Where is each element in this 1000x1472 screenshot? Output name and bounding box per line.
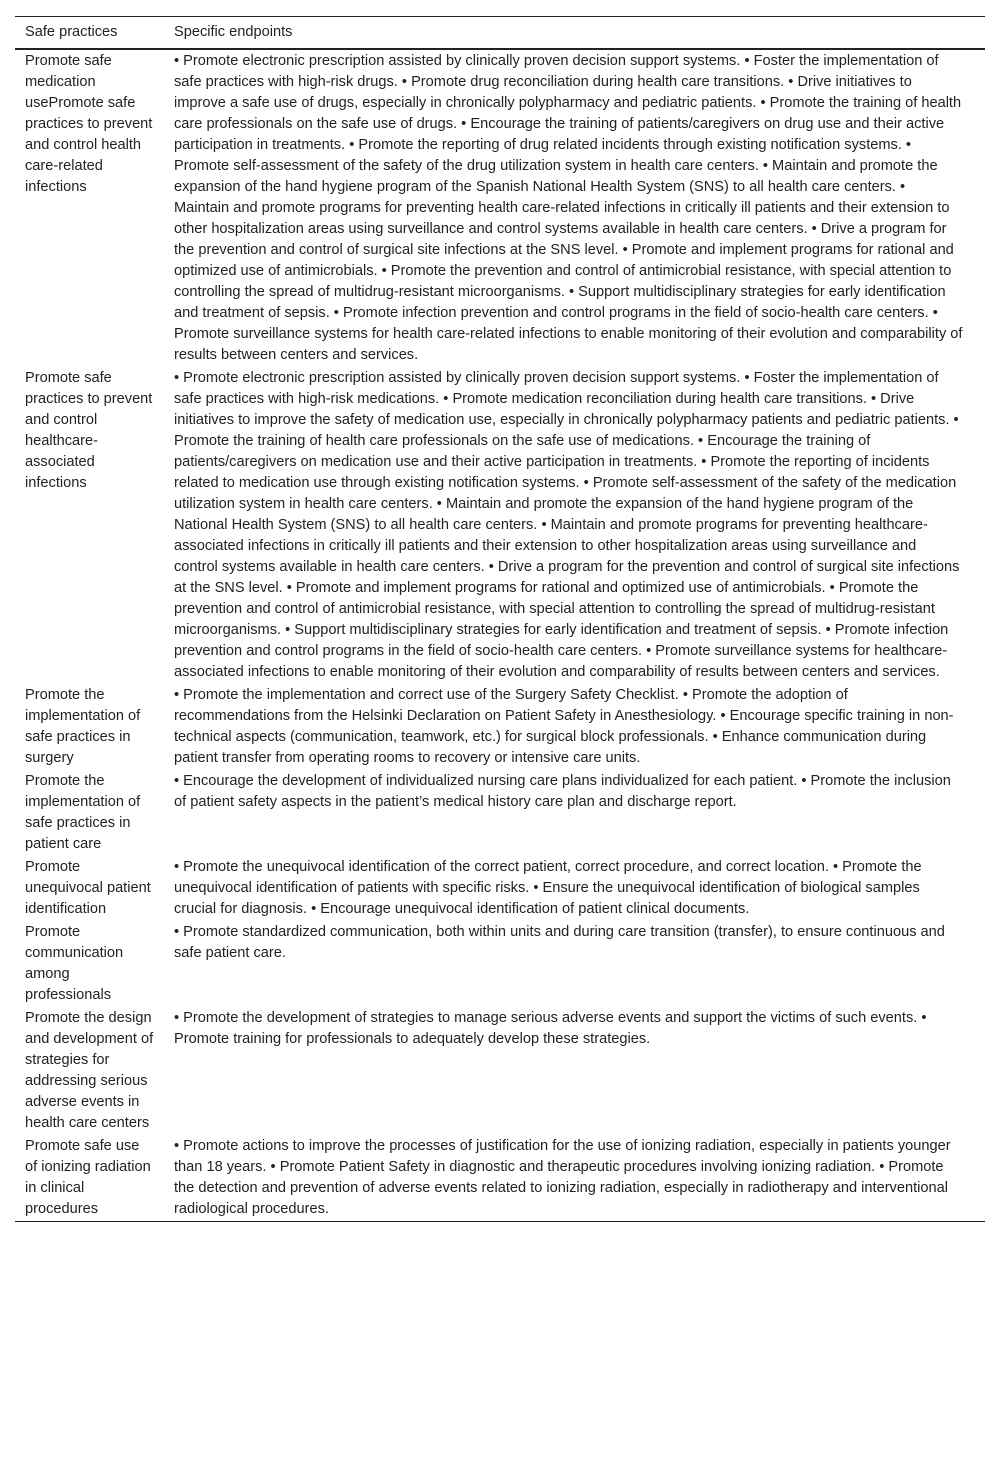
table-row bbox=[15, 856, 985, 921]
specific-endpoints-cell: • Promote electronic prescription assisted by clinically proven decision support systems. • Foster the implementation of safe practices with high-risk drugs. • Promote drug reconciliation during health care transitions. • Drive initiatives to improve a safe use of drugs, especially in chronically polypharmacy and pediatric patients. • Promote the training of health care professionals on the safe use of drugs. • Encourage the training of patients/caregivers on drug use and their active participation in treatments. • Promote the reporting of drug related incidents through existing notification systems. • Promote self-assessment of the safety of the drug utilization system in health care centers. • Maintain and promote the expansion of the hand hygiene program of the Spanish National Health System (SNS) to all health care centers. • Maintain and promote programs for preventing health care-related infections in critically ill patients and their extension to other hospitalization areas using surveillance and control systems available in health care centers. • Drive a program for the prevention and control of surgical site infections at the SNS level. • Promote and implement programs for rational and optimized use of antimicrobials. • Promote the prevention and control of antimicrobial resistance, with special attention to controlling the spread of multidrug-resistant microorganisms. • Support multidisciplinary strategies for early identification and treatment of sepsis. • Promote infection prevention and control programs in the field of socio-health care centers. • Promote surveillance systems for health care-related infections to enable monitoring of their evolution and comparability of results between centers and services. bbox=[174, 53, 963, 363]
safe-practice-cell: Promote the design and development of strategies for addressing serious adverse events in health care centers bbox=[25, 1010, 154, 1131]
table-row bbox=[15, 1135, 985, 1222]
table-row bbox=[15, 684, 985, 770]
safe-practices-table bbox=[15, 16, 985, 1222]
table-header bbox=[15, 17, 985, 50]
safe-practice-cell: Promote safe use of ionizing radiation in clinical procedures bbox=[25, 1138, 151, 1217]
specific-endpoints-cell: • Encourage the development of individualized nursing care plans individualized for each patient. • Promote the inclusion of patient safety aspects in the patient’s medical history care plan and discharge report. bbox=[174, 773, 951, 810]
table-row bbox=[15, 367, 985, 684]
specific-endpoints-cell: • Promote electronic prescription assisted by clinically proven decision support systems. • Foster the implementation of safe practices with high-risk medications. • Promote medication reconciliation during health care transitions. • Drive initiatives to improve the safety of medication use, especially in chronically polypharmacy patients and pediatric patients. • Promote the training of health care professionals on the safe use of medications. • Encourage the training of patients/caregivers on medication use and their active participation in treatments. • Promote the reporting of incidents related to medication use through existing notification systems. • Promote self-assessment of the safety of the medication utilization system in health care centers. • Maintain and promote the expansion of the hand hygiene program of the National Health System (SNS) to all health care centers. • Maintain and promote programs for preventing healthcare-associated infections in critically ill patients and their extension to other hospitalization areas using surveillance and control systems available in health care centers. • Drive a program for the prevention and control of surgical site infections at the SNS level. • Promote and implement programs for rational and optimized use of antimicrobials. • Promote the prevention and control of antimicrobial resistance, with special attention to controlling the spread of multidrug-resistant microorganisms. • Support multidisciplinary strategies for early identification and treatment of sepsis. • Promote infection prevention and control programs in the field of socio-health care centers. • Promote surveillance systems for healthcare-associated infections to enable monitoring of their evolution and comparability of results between centers and services. bbox=[174, 370, 960, 680]
table-row bbox=[15, 921, 985, 1007]
safe-practice-cell: Promote the implementation of safe practices in surgery bbox=[25, 687, 141, 766]
safe-practice-cell: Promote safe practices to prevent and control healthcare-associated infections bbox=[25, 370, 153, 491]
specific-endpoints-cell: • Promote standardized communication, both within units and during care transition (transfer), to ensure continuous and safe patient care. bbox=[174, 924, 945, 961]
safe-practice-cell: Promote the implementation of safe practices in patient care bbox=[25, 773, 141, 852]
table-body bbox=[15, 49, 985, 1222]
table-row bbox=[15, 49, 985, 367]
safe-practice-cell: Promote safe medication usePromote safe practices to prevent and control health care-related infections bbox=[25, 53, 153, 195]
specific-endpoints-cell: • Promote the implementation and correct use of the Surgery Safety Checklist. • Promote the adoption of recommendations from the Helsinki Declaration on Patient Safety in Anesthesiology. • Encourage specific training in non-technical aspects (communication, teamwork, etc.) for surgical block professionals. • Enhance communication during patient transfer from operating rooms to recovery or intensive care units. bbox=[174, 687, 954, 766]
specific-endpoints-cell: • Promote actions to improve the processes of justification for the use of ionizing radiation, especially in patients younger than 18 years. • Promote Patient Safety in diagnostic and therapeutic procedures involving ionizing radiation. • Promote the detection and prevention of adverse events related to ionizing radiation, especially in radiotherapy and interventional radiological procedures. bbox=[174, 1138, 951, 1217]
safe-practice-cell: Promote unequivocal patient identification bbox=[25, 859, 151, 917]
header-specific-endpoints: Specific endpoints bbox=[174, 24, 293, 40]
specific-endpoints-cell: • Promote the development of strategies to manage serious adverse events and support the victims of such events. • Promote training for professionals to adequately develop these strategies. bbox=[174, 1010, 927, 1047]
safe-practice-cell: Promote communication among professionals bbox=[25, 924, 124, 1003]
table-row bbox=[15, 770, 985, 856]
header-safe-practices: Safe practices bbox=[25, 24, 118, 40]
table-row bbox=[15, 1007, 985, 1135]
specific-endpoints-cell: • Promote the unequivocal identification of the correct patient, correct procedure, and correct location. • Promote the unequivocal identification of patients with specific risks. • Ensure the unequivocal identification of biological samples crucial for diagnosis. • Encourage unequivocal identification of patient clinical documents. bbox=[174, 859, 922, 917]
header-row bbox=[15, 17, 985, 50]
